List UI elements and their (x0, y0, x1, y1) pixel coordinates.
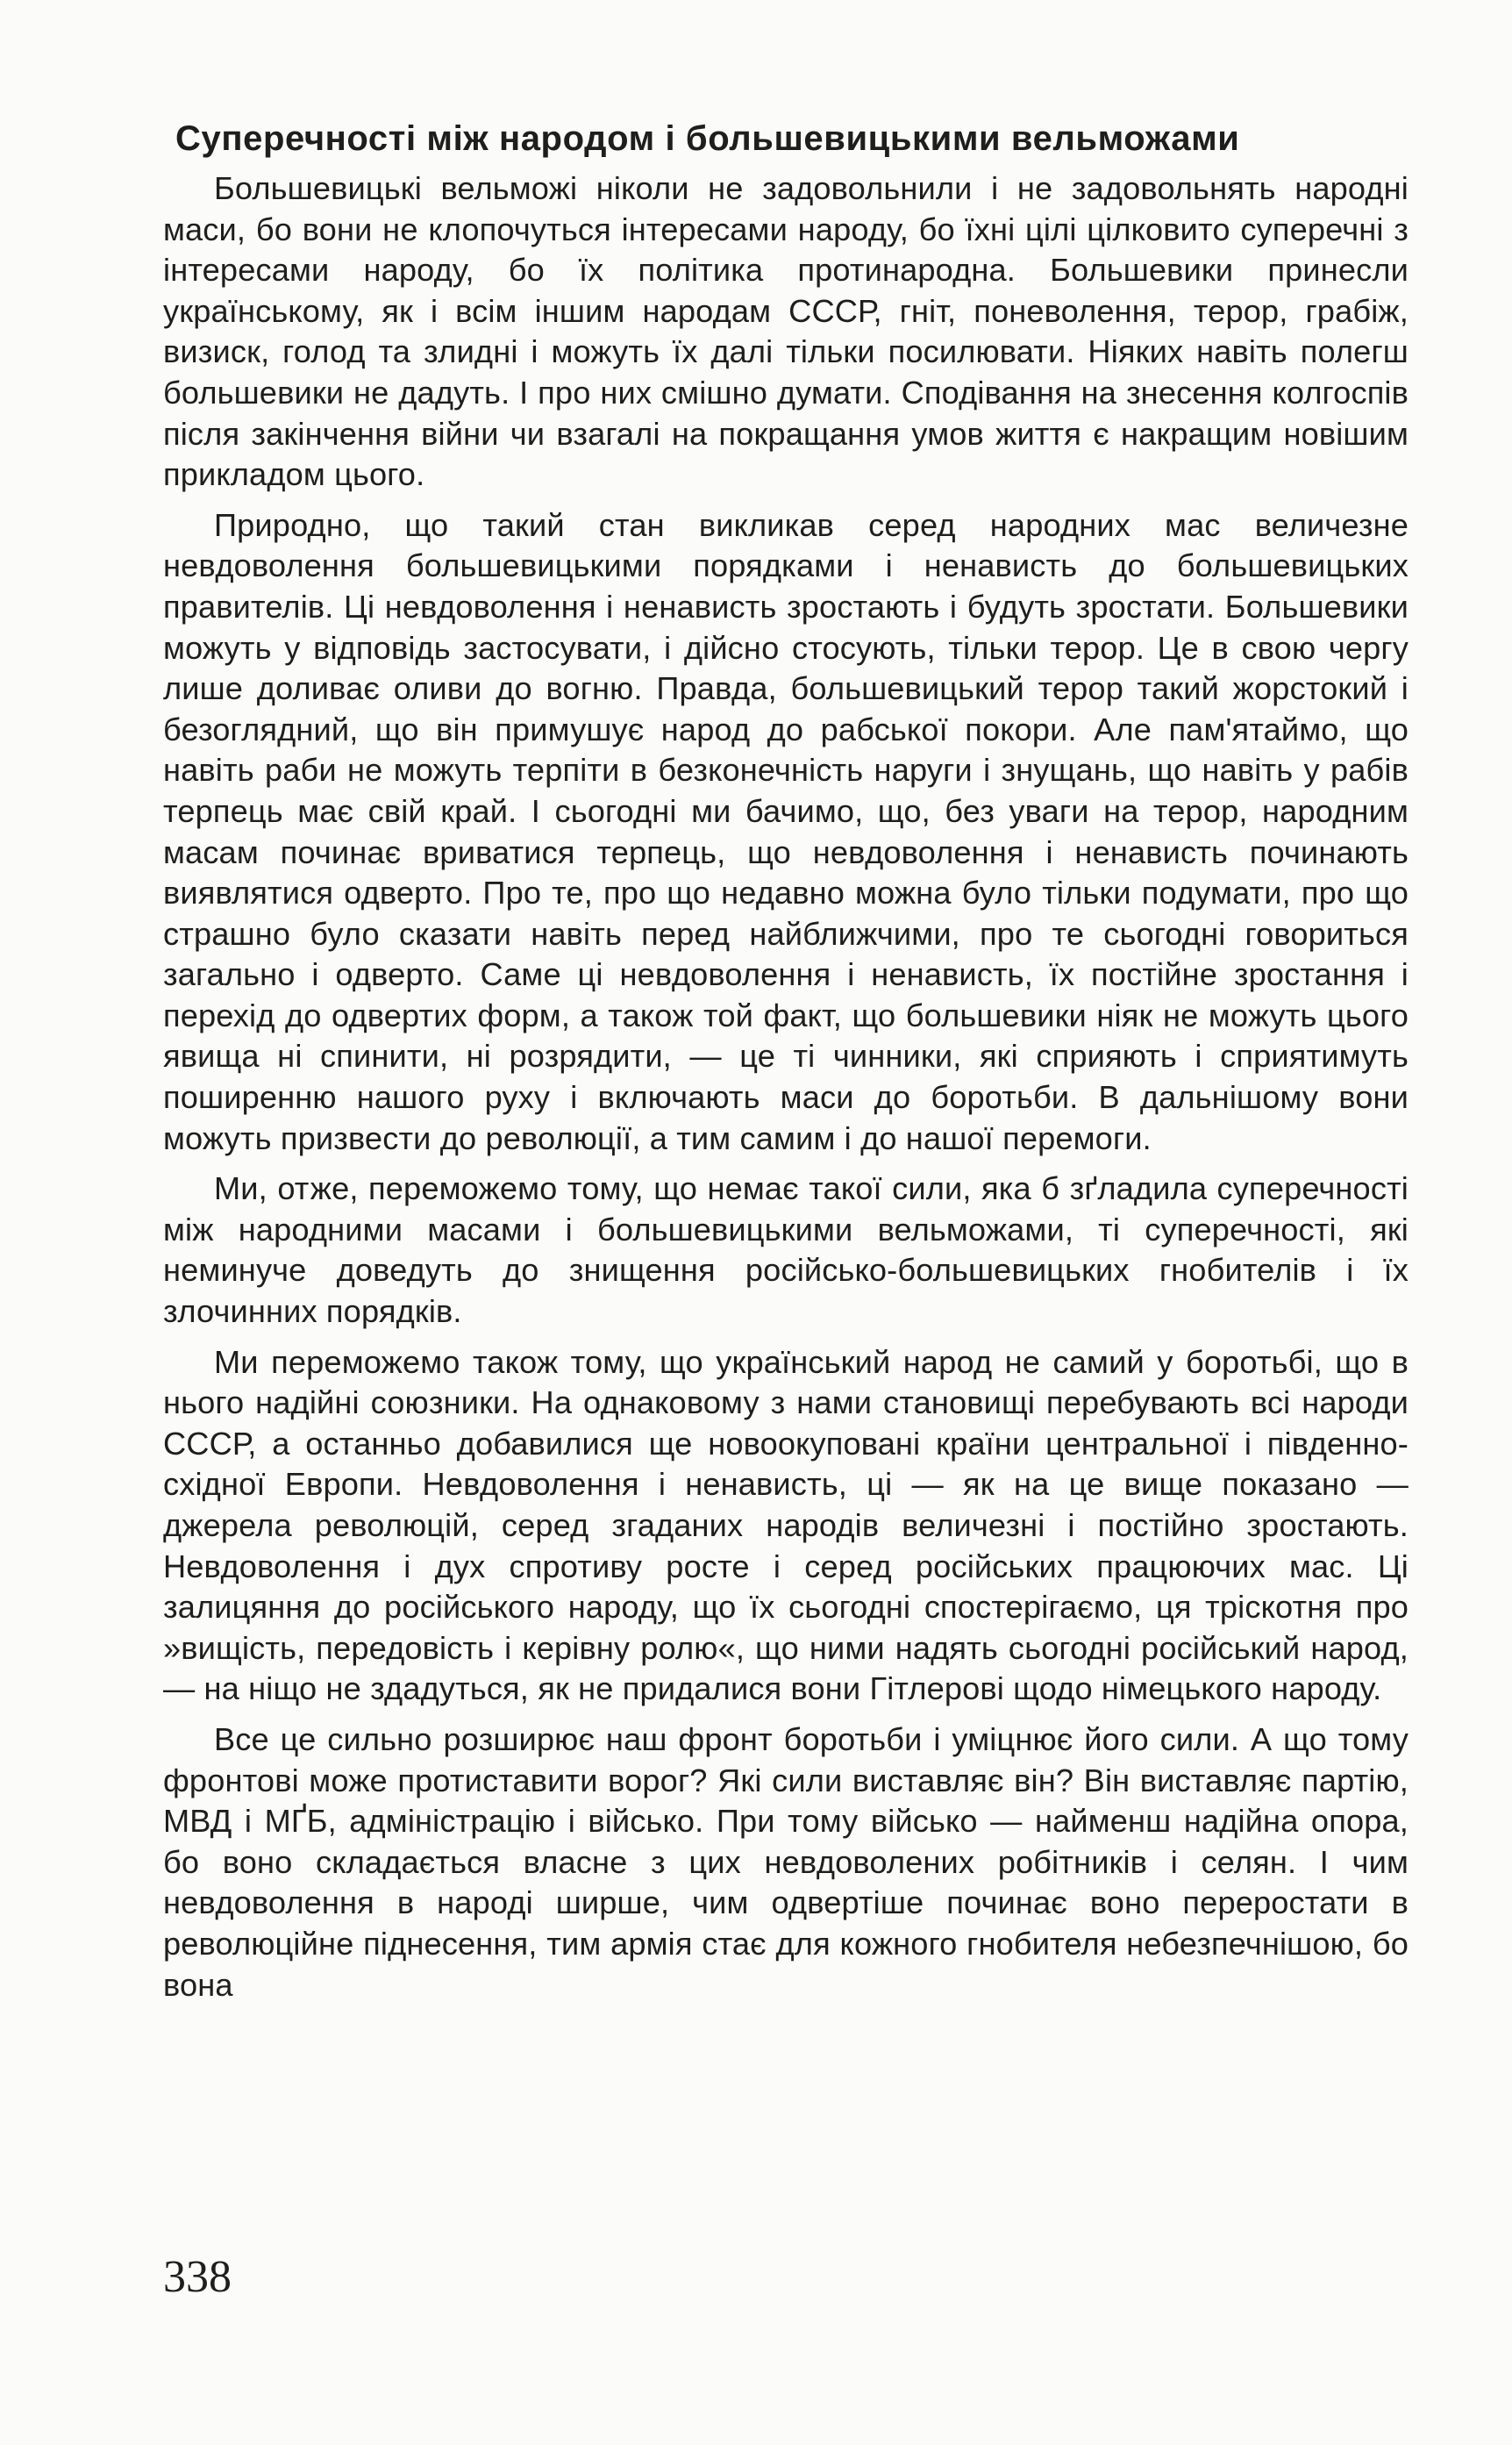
paragraph-2: Природно, що такий стан викликав серед народних мас величезне невдоволення большевицькими порядками і ненависть до большевицьких правителів. Ці невдоволення і ненависть зростають і будуть зростати. Большевики можуть у відповідь застосувати, і дійсно стосують, тільки терор. Це в свою чергу лише доливає оливи до вогню. Правда, большевицький терор такий жорстокий і безоглядний, що він примушує народ до рабської покори. Але пам'ятаймо, що навіть раби не можуть терпіти в безконечність наруги і знущань, що навіть у рабів терпець має свій край. І сьогодні ми бачимо, що, без уваги на терор, народним масам починає вриватися терпець, що невдоволення і ненависть починають виявлятися одверто. Про те, про що недавно можна було тільки подумати, про що страшно було сказати навіть перед найближчими, про те сьогодні говориться загально і одверто. Саме ці невдоволення і ненависть, їх постійне зростання і перехід до одвертих форм, а також той факт, що большевики ніяк не можуть цього явища ні спинити, ні розрядити, — це ті чинники, які сприяють і сприятимуть поширенню нашого руху і включають маси до боротьби. В дальнішому вони можуть призвести до революції, а тим самим і до нашої перемоги. (163, 506, 1409, 1156)
paragraph-4: Ми переможемо також тому, що український народ не самий у боротьбі, що в нього надійні союзники. На однаковому з нами становищі перебувають всі народи СССР, а останньо добавилися ще новоокуповані країни центральної і південно-східної Европи. Невдоволення і ненависть, ці — як на це вище показано — джерела революцій, серед згаданих народів величезні і постійно зростають. Невдоволення і дух спротиву росте і серед російських працюючих мас. Ці залицяння до російського народу, що їх сьогодні спостерігаємо, ця тріскотня про »вищість, передовість і керівну ролю«, що ними надять сьогодні російський народ, — на ніщо не здадуться, як не придалися вони Гітлерові щодо німецького народу. (163, 1343, 1409, 1707)
page-number: 338 (163, 2252, 232, 2302)
paragraph-1: Большевицькі вельможі ніколи не задовольнили і не задовольнять народні маси, бо вони не клопочуться інтересами народу, бо їхні цілі цілковито суперечні з інтересами народу, бо їх політика протинародна. Большевики принесли українському, як і всім іншим народам СССР, гніт, поневолення, терор, грабіж, визиск, голод та злидні і можуть їх далі тільки посилювати. Ніяких навіть полегш большевики не дадуть. І про них смішно думати. Сподівання на знесення колгоспів після закінчення війни чи взагалі на покращання умов життя є накращим новішим прикладом цього. (163, 170, 1409, 493)
section-heading: Суперечності між народом і большевицькими вельможами (175, 119, 1240, 158)
paragraph-5: Все це сильно розширює наш фронт боротьби і уміцнює його сили. А що тому фронтові може протиставити ворог? Які сили виставляє він? Він виставляє партію, МВД і МҐБ, адміністрацію і військо. При тому військо — найменш надійна опора, бо воно складається власне з цих невдоволених робітників і селян. І чим невдоволення в народі ширше, чим одвертіше починає воно переростати в революційне піднесення, тим армія стає для кожного гнобителя небезпечнішою, бо вона (163, 1720, 1409, 2003)
paragraph-3: Ми, отже, переможемо тому, що немає такої сили, яка б зґладила суперечності між народними масами і большевицькими вельможами, ті суперечності, які неминуче доведуть до знищення російсько-большевицьких гнобителів і їх злочинних порядків. (163, 1170, 1409, 1330)
body-text (163, 168, 1409, 2005)
